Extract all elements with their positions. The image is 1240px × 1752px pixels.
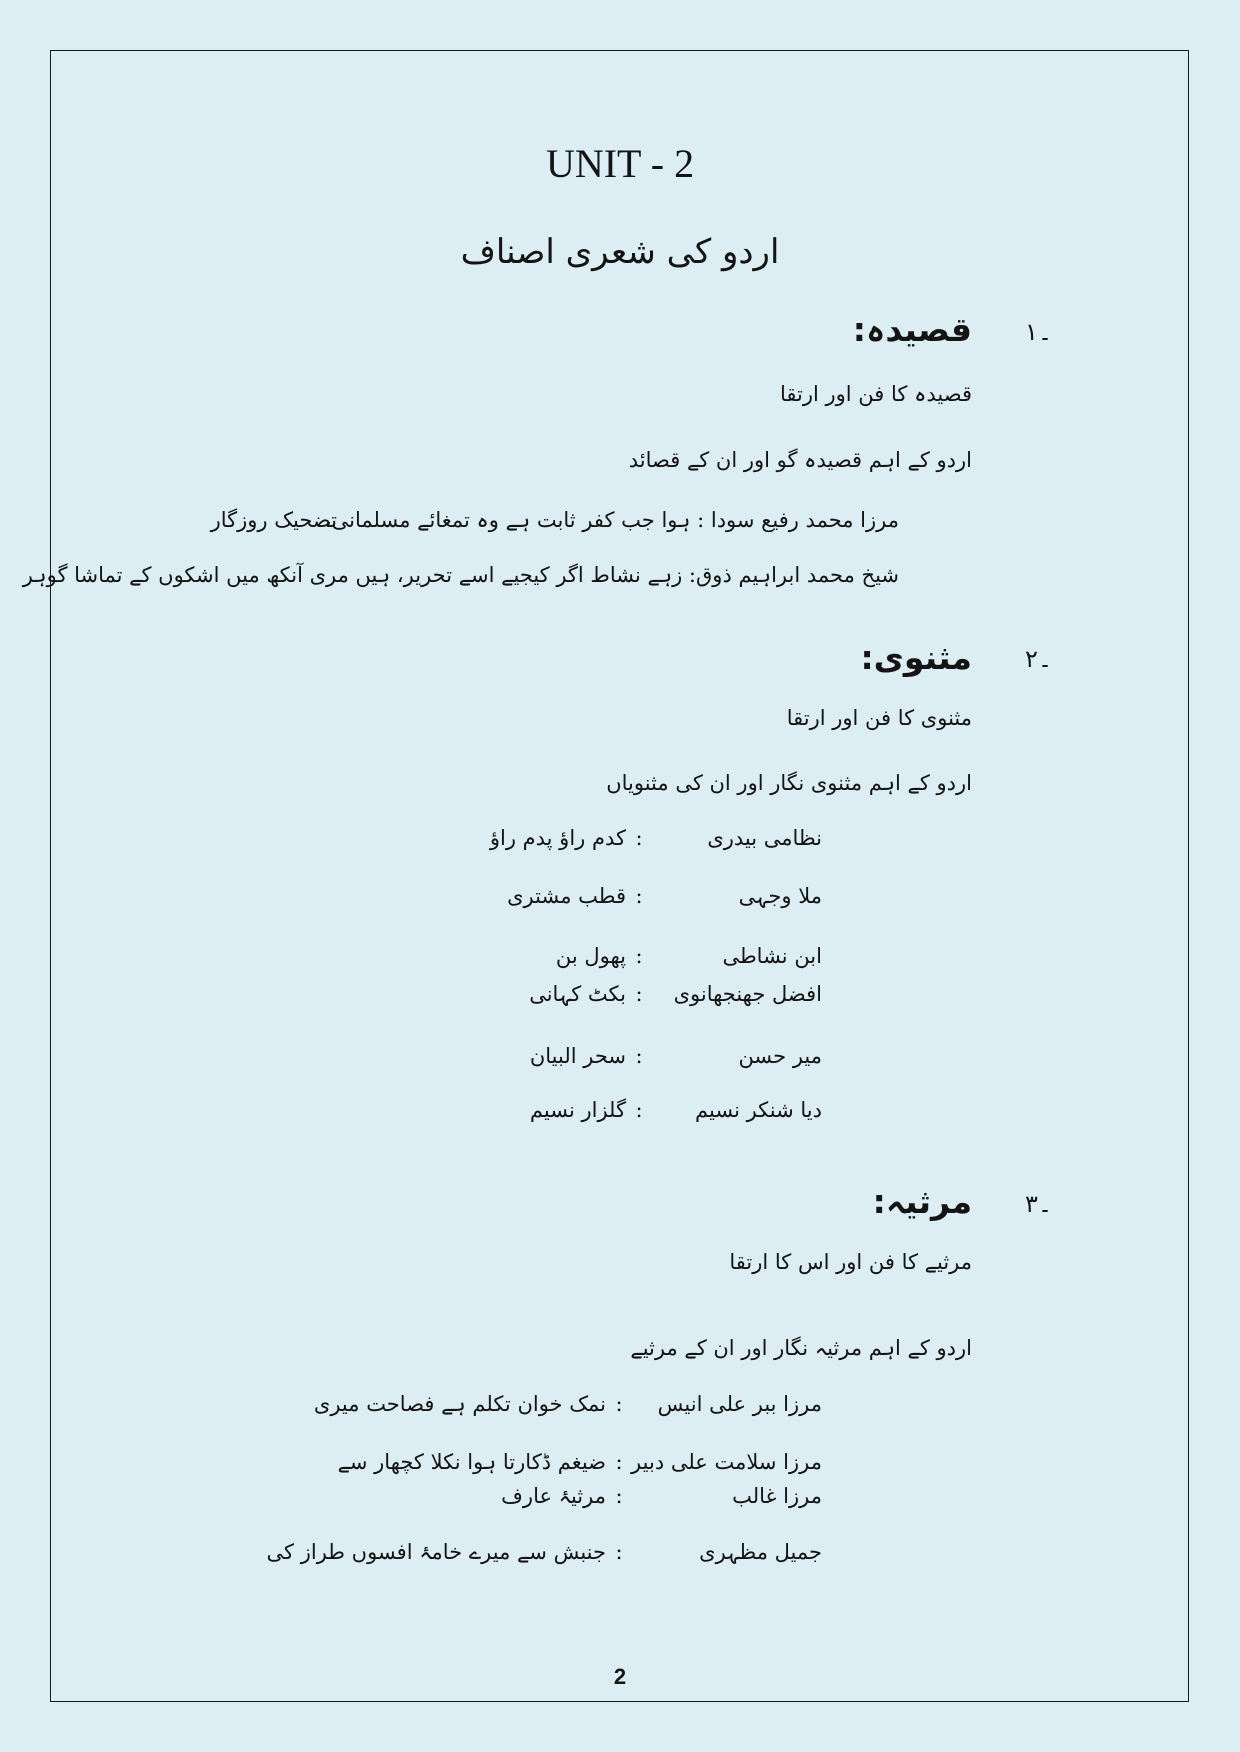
work-title: ضیغم ڈکارتا ہوا نکلا کچھار سے	[337, 1450, 606, 1474]
poet-name: افضل جھنجھانوی	[673, 982, 822, 1006]
section-2-subheading-1: مثنوی کا فن اور ارتقا	[786, 706, 972, 730]
qasida-entry-zauq: شیخ محمد ابراہیم ذوق: زہے نشاط اگر کیجیے اسے تحریر، ہیں مری آنکھ میں اشکوں کے تماشا گوہر	[22, 563, 899, 587]
separator: :	[615, 1484, 623, 1508]
poet-name: نظامی بیدری	[707, 826, 822, 850]
masnavi-row	[529, 982, 822, 1006]
work-title: مرثیۂ عارف	[501, 1484, 606, 1508]
marsiya-row	[267, 1540, 822, 1564]
work-title: پھول بن	[555, 944, 626, 968]
masnavi-row	[530, 1044, 822, 1068]
poet-name: دیا شنکر نسیم	[695, 1098, 822, 1122]
section-3-number: ۳۔	[1025, 1190, 1052, 1218]
section-1-number: ۱۔	[1025, 318, 1052, 346]
section-2-number: ۲۔	[1025, 645, 1052, 673]
marsiya-row	[338, 1450, 822, 1474]
masnavi-row	[530, 1098, 822, 1122]
poet-name: مرزا ببر علی انیس	[657, 1392, 822, 1416]
section-2-heading: مثنوی:	[860, 638, 972, 677]
work-title: سحر البیان	[529, 1044, 626, 1068]
main-title: اردو کی شعری اصناف	[460, 232, 780, 272]
separator: :	[635, 1098, 643, 1122]
marsiya-row	[314, 1392, 822, 1416]
unit-title: UNIT - 2	[545, 141, 695, 186]
qasida-entry-sauda-work: تضحیک روزگار	[210, 508, 337, 532]
separator: :	[635, 884, 643, 908]
poet-name: میر حسن	[738, 1044, 822, 1068]
masnavi-row	[556, 944, 822, 968]
separator: :	[635, 1044, 643, 1068]
section-1-heading: قصیدہ:	[852, 310, 972, 349]
work-title: کدم راؤ پدم راؤ	[489, 826, 626, 850]
masnavi-row	[490, 826, 822, 850]
marsiya-row	[501, 1484, 822, 1508]
section-3-subheading-2: اردو کے اہم مرثیہ نگار اور ان کے مرثیے	[630, 1336, 972, 1360]
work-title: گلزار نسیم	[529, 1098, 626, 1122]
poet-name: مرزا غالب	[732, 1484, 822, 1508]
section-3-heading: مرثیہ:	[872, 1182, 972, 1221]
separator: :	[635, 826, 643, 850]
poet-name: ابن نشاطی	[722, 944, 822, 968]
separator: :	[615, 1540, 623, 1564]
section-2-subheading-2: اردو کے اہم مثنوی نگار اور ان کی مثنویاں	[606, 771, 972, 795]
qasida-entry-sauda: مرزا محمد رفیع سودا : ہوا جب کفر ثابت ہے وہ تمغائے مسلمانی،	[324, 508, 899, 532]
section-1-subheading-2: اردو کے اہم قصیدہ گو اور ان کے قصائد	[628, 448, 972, 472]
poet-name: ملا وجہی	[738, 884, 822, 908]
separator: :	[635, 944, 643, 968]
page-number: 2	[613, 1664, 627, 1689]
work-title: نمک خوان تکلم ہے فصاحت میری	[313, 1392, 606, 1416]
work-title: جنبش سے میرے خامۂ افسوں طراز کی	[266, 1540, 606, 1564]
work-title: قطب مشتری	[507, 884, 626, 908]
separator: :	[615, 1450, 623, 1474]
separator: :	[635, 982, 643, 1006]
separator: :	[615, 1392, 623, 1416]
section-3-subheading-1: مرثیے کا فن اور اس کا ارتقا	[729, 1250, 972, 1274]
masnavi-row	[507, 884, 822, 908]
work-title: بکٹ کہانی	[529, 982, 626, 1006]
poet-name: مرزا سلامت علی دبیر	[631, 1450, 822, 1474]
poet-name: جمیل مظہری	[699, 1540, 822, 1564]
section-1-subheading-1: قصیدہ کا فن اور ارتقا	[780, 382, 972, 406]
